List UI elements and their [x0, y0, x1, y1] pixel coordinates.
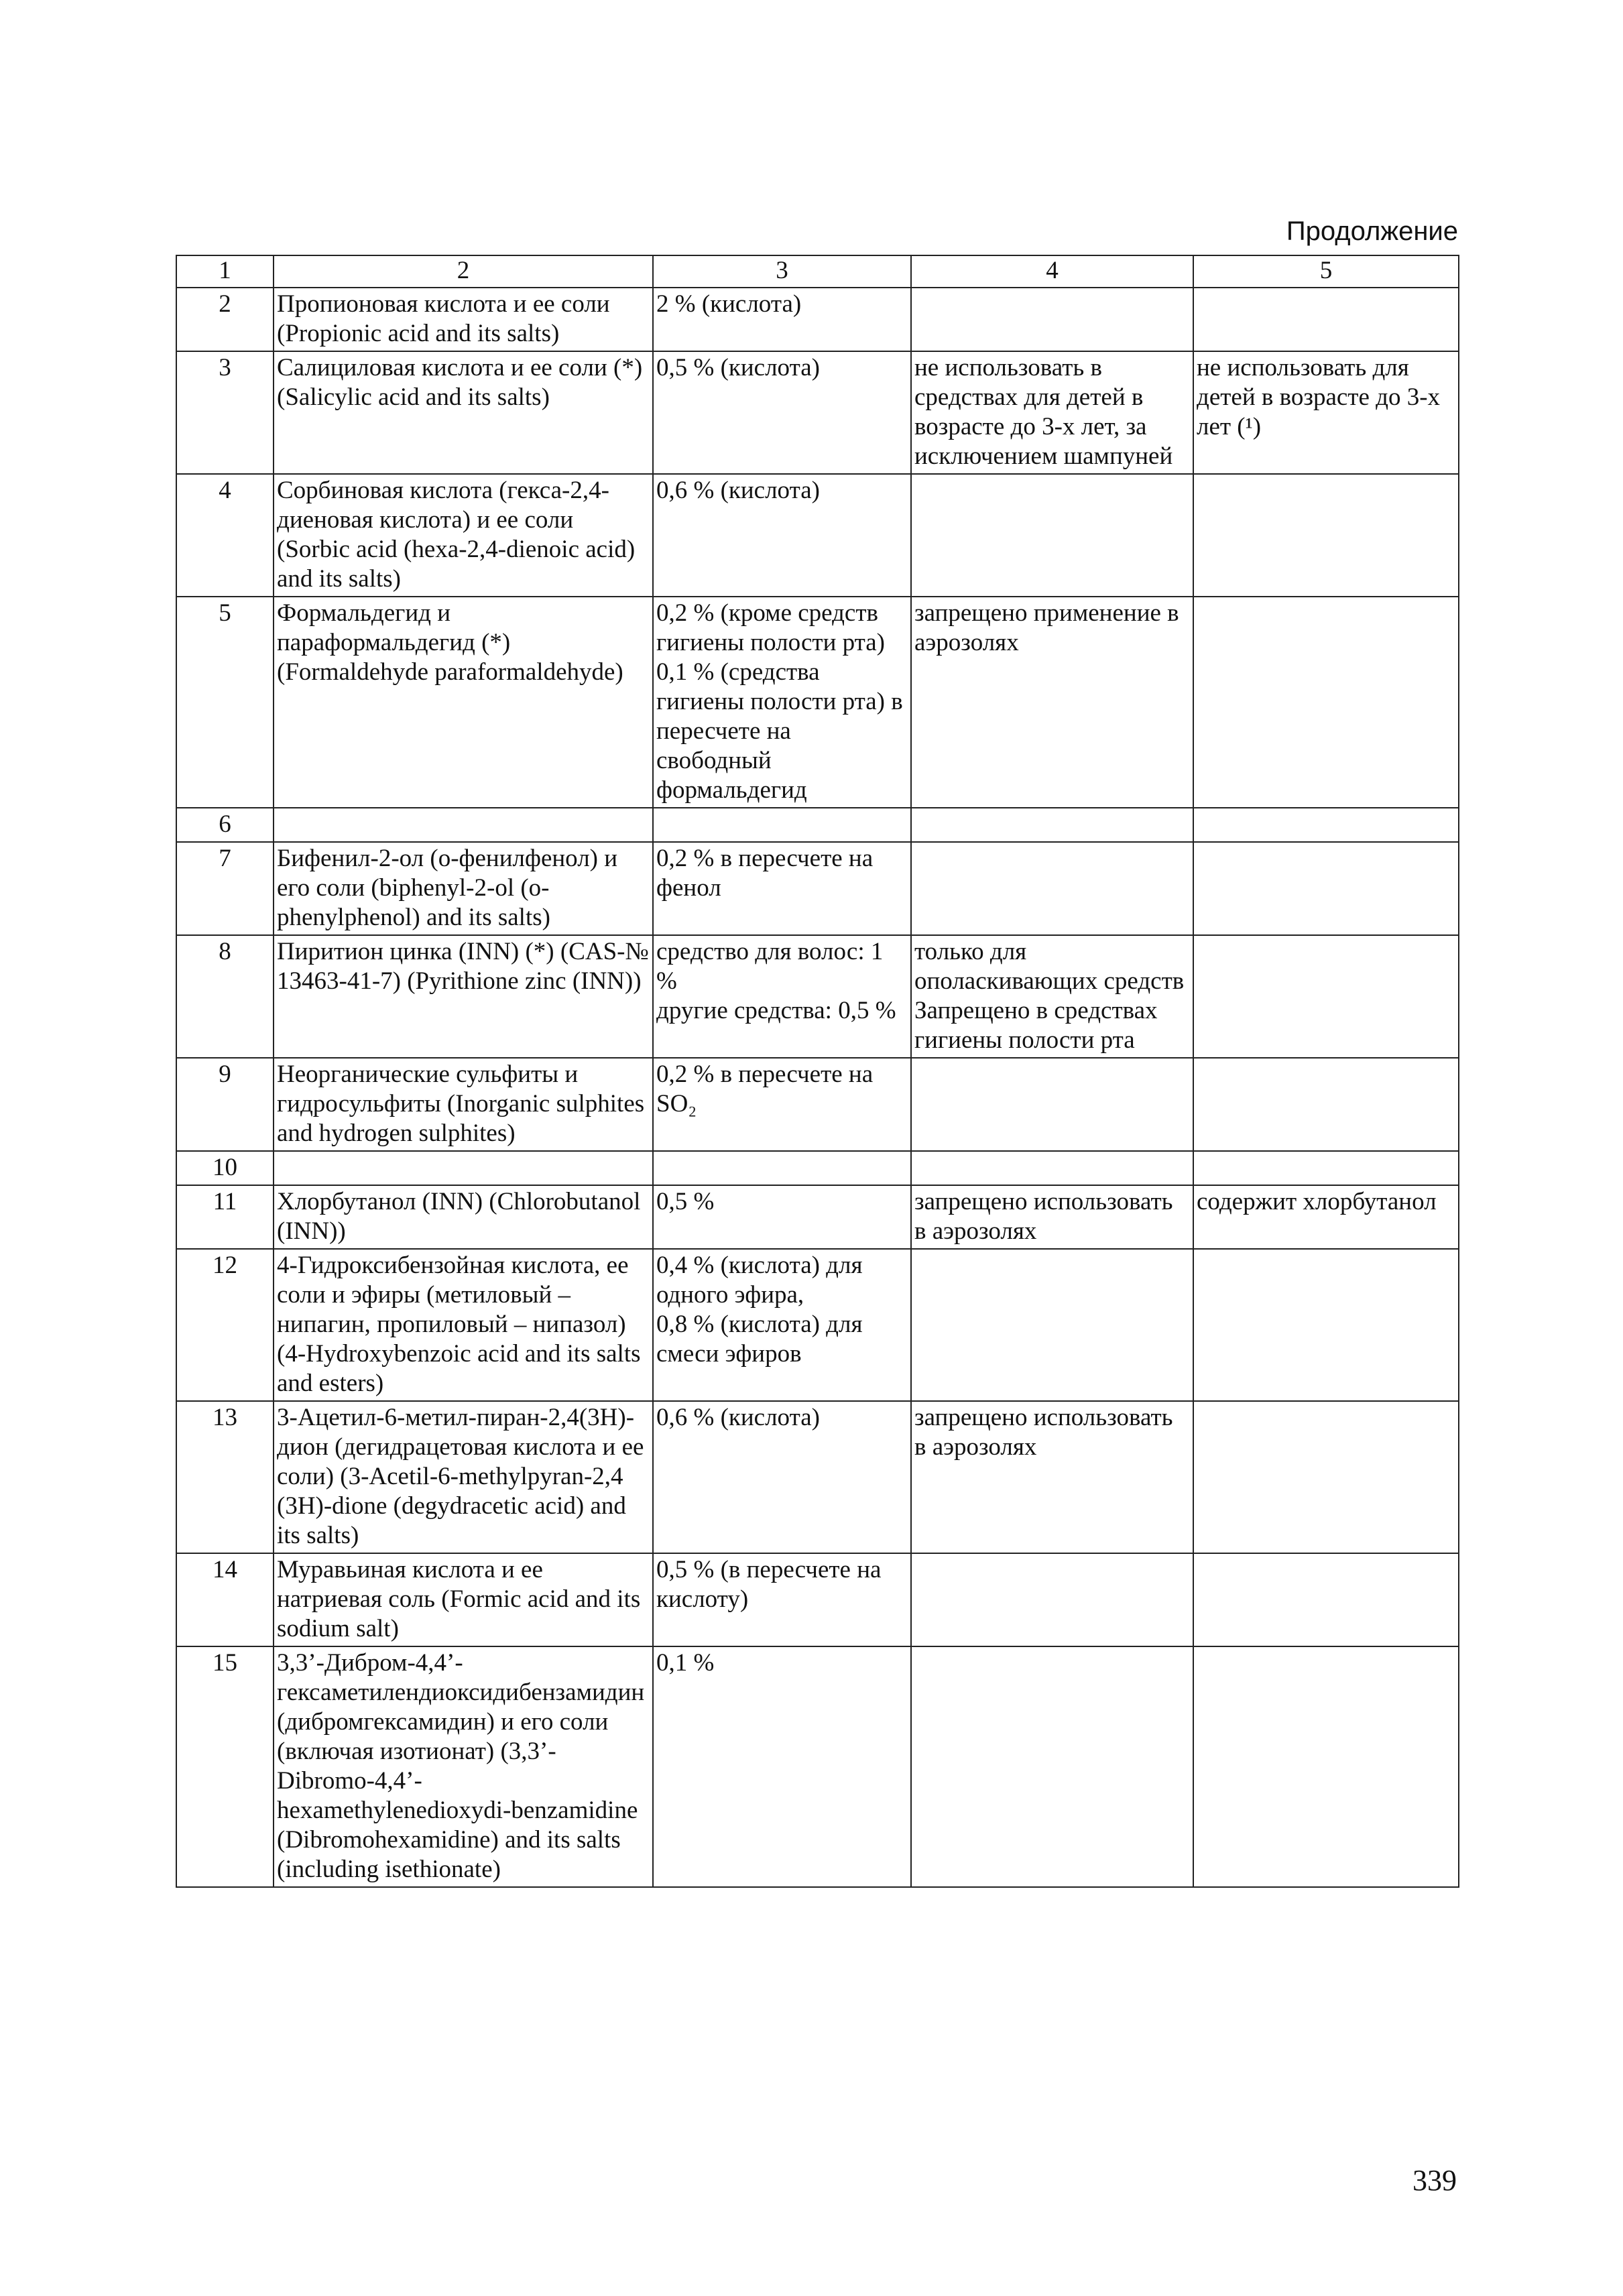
cell-text: 0,8 % (кислота) для смеси эфиров	[656, 1311, 863, 1368]
cell-text: не использовать в средствах для детей в возрасте до 3-х лет, за исключением шампуней	[914, 354, 1173, 470]
col3-cell	[653, 1058, 911, 1151]
cell-text: Пропионовая кислота и ее соли (Propionic acid and its salts)	[277, 290, 610, 347]
cell-text: запрещено использовать в аэрозолях	[914, 1188, 1173, 1245]
table-row	[176, 808, 1459, 842]
col3-cell	[653, 351, 911, 474]
row-number-cell: 3	[176, 351, 274, 474]
col5-cell	[1193, 288, 1459, 351]
cell-text: Бифенил-2-ол (о-фенилфенол) и его соли (biphenyl-2-ol (o-phenylphenol) and its salts)	[277, 845, 618, 931]
col5-cell	[1193, 808, 1459, 842]
col4-cell	[911, 1401, 1193, 1553]
table-body	[176, 255, 1459, 1887]
row-number-cell: 4	[176, 474, 274, 597]
cell-text: Муравьиная кислота и ее натриевая соль (Formic acid and its sodium salt)	[277, 1556, 641, 1642]
cell-text: 0,2 % (кроме средств гигиены полости рта)	[656, 599, 886, 656]
cell-text: Сорбиновая кислота (гекса-2,4-диеновая кислота) и ее соли (Sorbic acid (hexa-2,4-dienoic acid) and its salts)	[277, 477, 636, 593]
col3-cell	[653, 1185, 911, 1249]
col3-cell	[653, 288, 911, 351]
row-number-cell: 7	[176, 842, 274, 935]
cell-text: другие средства: 0,5 %	[656, 997, 896, 1024]
col5-cell	[1193, 1401, 1459, 1553]
cell-text: 0,5 % (в пересчете на кислоту)	[656, 1556, 882, 1613]
col3-cell	[653, 808, 911, 842]
cell-text: Салициловая кислота и ее соли (*) (Salicylic acid and its salts)	[277, 354, 643, 411]
cell-text: только для ополаскивающих средств	[914, 938, 1185, 995]
row-number-cell: 14	[176, 1553, 274, 1646]
row-number-cell: 6	[176, 808, 274, 842]
table-row	[176, 351, 1459, 474]
col3-cell	[653, 597, 911, 808]
page-number: 339	[1412, 2164, 1457, 2197]
col4-cell	[911, 1058, 1193, 1151]
col4-cell	[911, 597, 1193, 808]
table-row	[176, 1058, 1459, 1151]
col4-cell	[911, 1185, 1193, 1249]
row-number-cell: 10	[176, 1151, 274, 1185]
col5-cell	[1193, 351, 1459, 474]
cell-text: 0,4 % (кислота) для одного эфира,	[656, 1252, 863, 1309]
row-number-cell: 9	[176, 1058, 274, 1151]
header-cell: 1	[176, 255, 274, 288]
cell-text: 0,2 % в пересчете на SO₂	[656, 1061, 874, 1117]
col5-cell	[1193, 1058, 1459, 1151]
cell-text: 2 % (кислота)	[656, 290, 802, 318]
table-row	[176, 1249, 1459, 1401]
cell-text: 0,6 % (кислота)	[656, 477, 820, 504]
col3-cell	[653, 1151, 911, 1185]
row-number-cell: 5	[176, 597, 274, 808]
cell-text: 0,6 % (кислота)	[656, 1404, 820, 1431]
col5-cell	[1193, 597, 1459, 808]
col2-cell	[274, 597, 653, 808]
col2-cell	[274, 351, 653, 474]
cell-text: 0,2 % в пересчете на фенол	[656, 845, 874, 902]
col2-cell	[274, 1401, 653, 1553]
cell-text: 3-Ацетил-6-метил-пиран-2,4(3H)-дион (дегидрацетовая кислота и ее соли) (3-Acetil-6-methylpyran-2,4 (3H)-dione (degydracetic acid) and its salts)	[277, 1404, 644, 1549]
row-number-cell: 2	[176, 288, 274, 351]
table-header-row	[176, 255, 1459, 288]
cell-text: 0,1 % (средства гигиены полости рта) в пересчете на свободный формальдегид	[656, 658, 903, 804]
cell-text: 3,3’-Дибром-4,4’-гексаметилендиоксидибензамидин (дибромгексамидин) и его соли (включая изотионат) (3,3’-Dibromo-4,4’-hexamethylenedioxydi-benzamidine (Dibromohexamidine) and its salts (including isethionate)	[277, 1649, 645, 1883]
col2-cell	[274, 1151, 653, 1185]
cell-text: Пиритион цинка (INN) (*) (CAS-№ 13463-41-7) (Pyrithione zinc (INN))	[277, 938, 649, 995]
table-row	[176, 1151, 1459, 1185]
header-cell: 4	[911, 255, 1193, 288]
continuation-label: Продолжение	[1286, 217, 1458, 246]
table-row	[176, 288, 1459, 351]
col4-cell	[911, 842, 1193, 935]
table-row	[176, 1646, 1459, 1887]
col4-cell	[911, 1646, 1193, 1887]
col4-cell	[911, 288, 1193, 351]
col4-cell	[911, 474, 1193, 597]
col5-cell	[1193, 935, 1459, 1058]
preservatives-table	[176, 255, 1459, 1888]
col3-cell	[653, 1249, 911, 1401]
cell-text: содержит хлорбутанол	[1197, 1188, 1437, 1215]
table-row	[176, 842, 1459, 935]
table-row	[176, 597, 1459, 808]
col2-cell	[274, 288, 653, 351]
table-row	[176, 1185, 1459, 1249]
col3-cell	[653, 842, 911, 935]
col3-cell	[653, 1553, 911, 1646]
col5-cell	[1193, 1249, 1459, 1401]
cell-text: средство для волос: 1 %	[656, 938, 884, 995]
col2-cell	[274, 1058, 653, 1151]
header-cell: 3	[653, 255, 911, 288]
table-row	[176, 1401, 1459, 1553]
col3-cell	[653, 474, 911, 597]
col4-cell	[911, 1249, 1193, 1401]
row-number-cell: 8	[176, 935, 274, 1058]
cell-text: не использовать для детей в возрасте до 3-х лет (¹)	[1197, 354, 1441, 440]
col5-cell	[1193, 1185, 1459, 1249]
cell-text: 0,1 %	[656, 1649, 715, 1677]
col4-cell	[911, 1553, 1193, 1646]
col2-cell	[274, 1553, 653, 1646]
cell-text: 0,5 %	[656, 1188, 715, 1215]
row-number-cell: 11	[176, 1185, 274, 1249]
table-row	[176, 1553, 1459, 1646]
col5-cell	[1193, 474, 1459, 597]
header-cell: 2	[274, 255, 653, 288]
cell-text: Неорганические сульфиты и гидросульфиты (Inorganic sulphites and hydrogen sulphites)	[277, 1061, 645, 1147]
cell-text: запрещено использовать в аэрозолях	[914, 1404, 1173, 1461]
table-row	[176, 935, 1459, 1058]
col5-cell	[1193, 1646, 1459, 1887]
col2-cell	[274, 474, 653, 597]
col2-cell	[274, 935, 653, 1058]
col4-cell	[911, 808, 1193, 842]
cell-text: 4-Гидроксибензойная кислота, ее соли и эфиры (метиловый – нипагин, пропиловый – нипазол) (4-Hydroxybenzoic acid and its salts and esters)	[277, 1252, 641, 1397]
cell-text: Хлорбутанол (INN) (Chlorobutanol (INN))	[277, 1188, 641, 1245]
cell-text: 0,5 % (кислота)	[656, 354, 820, 381]
col2-cell	[274, 1646, 653, 1887]
table-row	[176, 474, 1459, 597]
row-number-cell: 12	[176, 1249, 274, 1401]
col3-cell	[653, 1401, 911, 1553]
col5-cell	[1193, 1553, 1459, 1646]
col2-cell	[274, 1185, 653, 1249]
col5-cell	[1193, 842, 1459, 935]
col4-cell	[911, 351, 1193, 474]
col3-cell	[653, 1646, 911, 1887]
cell-text: запрещено применение в аэрозолях	[914, 599, 1179, 656]
col4-cell	[911, 1151, 1193, 1185]
col4-cell	[911, 935, 1193, 1058]
col3-cell	[653, 935, 911, 1058]
cell-text: Формальдегид и параформальдегид (*) (Formaldehyde paraformaldehyde)	[277, 599, 623, 686]
col2-cell	[274, 842, 653, 935]
col2-cell	[274, 1249, 653, 1401]
cell-text: Запрещено в средствах гигиены полости рта	[914, 997, 1158, 1054]
header-cell: 5	[1193, 255, 1459, 288]
col2-cell	[274, 808, 653, 842]
row-number-cell: 13	[176, 1401, 274, 1553]
row-number-cell: 15	[176, 1646, 274, 1887]
col5-cell	[1193, 1151, 1459, 1185]
